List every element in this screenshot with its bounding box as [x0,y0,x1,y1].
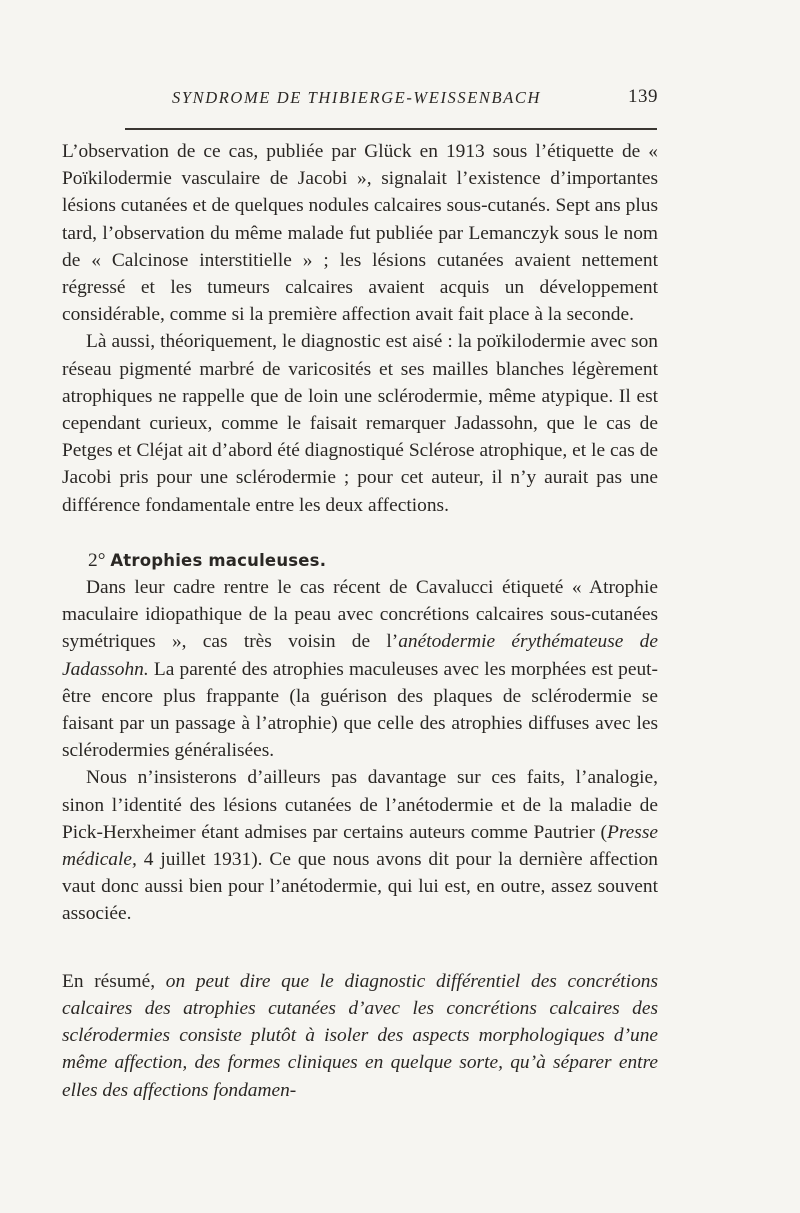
pautrier-text-start: Nous n’insisterons d’ailleurs pas davantage sur ces faits, l’analogie, sinon l’identité des lésions cutanées de l’anétodermie et de la maladie de Pick-Herxheimer étant admises par certains auteurs comme Pautrier ( [62,767,658,843]
running-title: SYNDROME DE THIBIERGE-WEISSENBACH [172,88,541,107]
paragraph-summary [62,968,658,1104]
presse-medicale-citation: Presse médicale, [62,821,658,871]
running-head [62,84,658,114]
paragraph-cavalucci-case [62,574,658,764]
section-title: Atrophies maculeuses. [110,550,327,570]
body-text [62,138,658,1104]
paragraph-poikilodermia-diagnosis: Là aussi, théoriquement, le diagnostic est aisé : la poïkilodermie avec son réseau pigmenté marbré de varicosités et ses mailles blanches légèrement atrophiques ne rappelle que de loin une sclérodermie, même atypique. Il est cependant curieux, comme le faisait remarquer Jadassohn, que le cas de Petges et Cléjat ait d’abord été diagnostiqué Sclérose atrophique, et le cas de Jacobi pris pour une sclérodermie ; pour cet auteur, il n’y aurait pas une différence fondamentale entre les deux affections. [62,331,658,516]
cavalucci-text-start: Dans leur cadre rentre le cas récent de Cavalucci étiqueté « Atrophie maculaire idiopathique de la peau avec concrétions calcaires sous-cutanées symétriques », cas très voisin de l’ [62,577,658,653]
anetodermie-term: anétodermie érythémateuse de Jadassohn. [62,631,658,680]
summary-lead: En résumé, [62,970,166,992]
page-number: 139 [628,86,658,107]
paragraph-pautrier-reference [62,764,658,927]
summary-conclusion: on peut dire que le diagnostic différentiel des concrétions calcaires des atrophies cutanées d’avec les concrétions calcaires des sclérodermies consiste plutôt à isoler des aspects morphologiques d’une même affection, des formes cliniques en quelque sorte, qu’à séparer entre elles des affections fondamen- [62,970,659,1101]
section-heading-atrophies [88,547,658,574]
pautrier-text-end: 4 juillet 1931). Ce que nous avons dit pour la dernière affection vaut donc aussi bien pour l’anétodermie, qui lui est, en outre, assez souvent associée. [62,849,658,925]
cavalucci-text-end: La parenté des atrophies maculeuses avec les morphées est peut-être encore plus frappante (la guérison des plaques de sclérodermie se faisant par un passage à l’atrophie) que celle des atrophies diffuses avec les sclérodermies généralisées. [62,658,658,762]
header-rule [125,128,657,130]
paragraph-gluck-observation: L’observation de ce cas, publiée par Glück en 1913 sous l’étiquette de « Poïkilodermie vasculaire de Jacobi », signalait l’existence d’importantes lésions cutanées et de quelques nodules calcaires sous-cutanés. Sept ans plus tard, l’observation du même malade fut publiée par Lemanczyk sous le nom de « Calcinose interstitielle » ; les lésions cutanées avaient nettement régressé et les tumeurs calcaires avaient acquis un développement considérable, comme si la première affection avait fait place à la seconde. [62,141,658,326]
section-number: 2° [88,549,106,571]
